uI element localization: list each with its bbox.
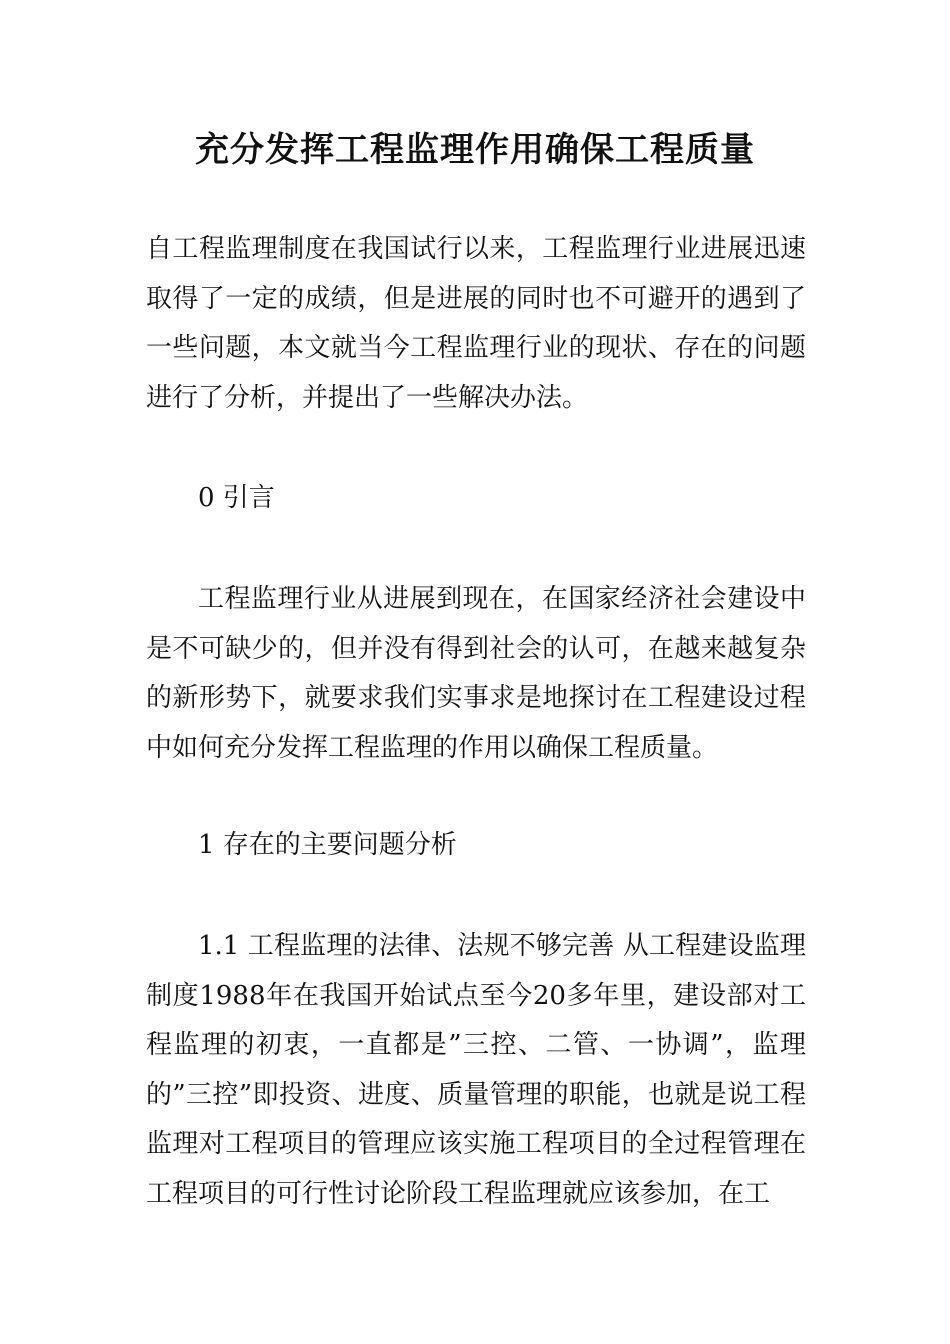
introduction-paragraph: 工程监理行业从进展到现在，在国家经济社会建设中是不可缺少的，但并没有得到社会的认可，在越来越复杂的新形势下，就要求我们实事求是地探讨在工程建设过程中如何充分发挥工程监理的作用以确保工程质量。 <box>146 584 806 763</box>
section-heading-introduction: 0 引言 <box>198 483 275 513</box>
document-title: 充分发挥工程监理作用确保工程质量 <box>195 130 755 170</box>
section-heading-problems: 1 存在的主要问题分析 <box>198 830 457 860</box>
section-1-1-paragraph: 1.1 工程监理的法律、法规不够完善 从工程建设监理制度1988年在我国开始试点至今20多年里，建设部对工程监理的初衷，一直都是”三控、二管、一协调”，监理的”三控”即投资、进度、质量管理的职能，也就是说工程监理对工程项目的管理应该实施工程项目的全过程管理在工程项目的可行性讨论阶段工程监理就应该参加，在工 <box>146 931 806 1209</box>
abstract-paragraph: 自工程监理制度在我国试行以来，工程监理行业进展迅速取得了一定的成绩，但是进展的同时也不可避开的遇到了一些问题，本文就当今工程监理行业的现状、存在的问题进行了分析，并提出了一些解决办法。 <box>146 234 806 413</box>
